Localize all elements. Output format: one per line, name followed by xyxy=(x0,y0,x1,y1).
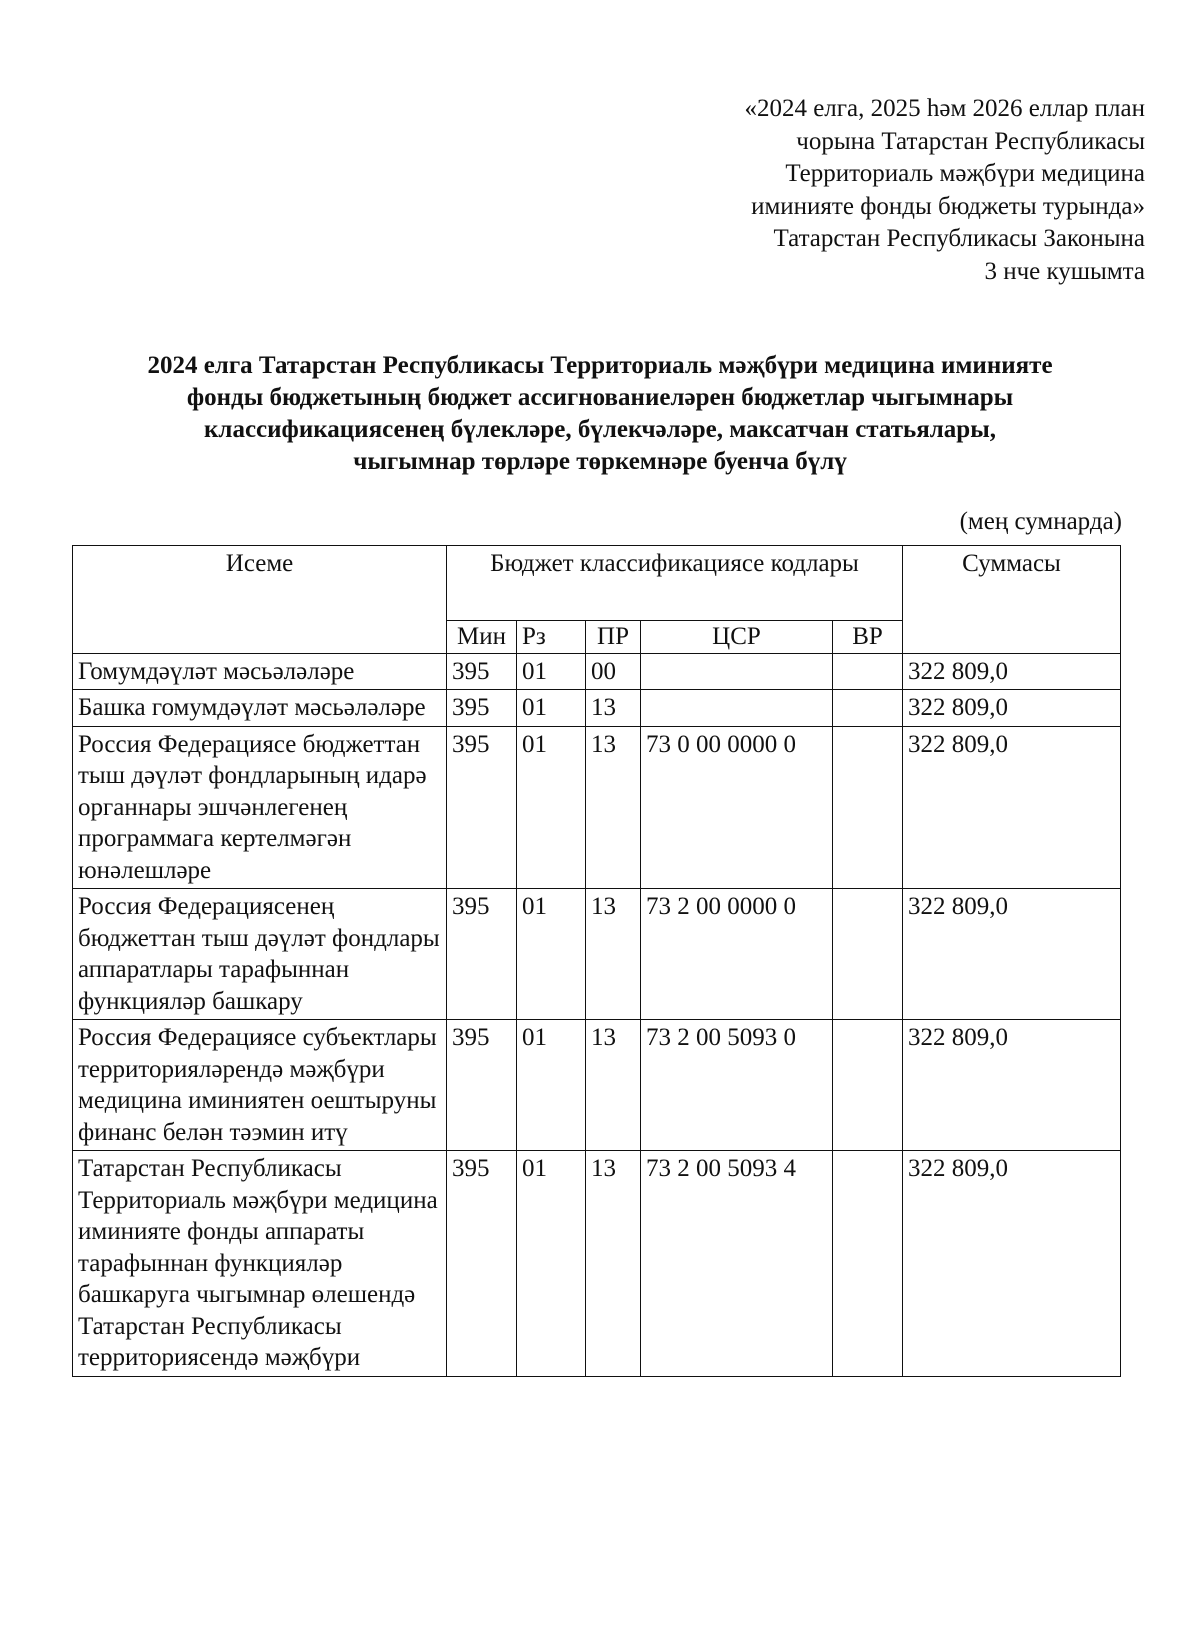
title-line: классификациясенең бүлекләре, бүлекчәләре, максатчан статьялары, xyxy=(204,416,996,443)
row-min: 395 xyxy=(447,889,517,1020)
row-sum: 322 809,0 xyxy=(903,1151,1121,1377)
row-min: 395 xyxy=(447,1151,517,1377)
unit-note: (мең сумнарда) xyxy=(959,508,1122,535)
row-vr xyxy=(833,1151,903,1377)
row-rz: 01 xyxy=(517,690,586,727)
row-vr xyxy=(833,1020,903,1151)
row-name: Россия Федерациясе субъектлары территорияләрендә мәҗбүри медицина иминиятен оештыруны финанс белән тәэмин итү xyxy=(73,1020,447,1151)
header-rz: Рз xyxy=(517,621,586,654)
row-vr xyxy=(833,889,903,1020)
row-name: Башка гомумдәүләт мәсьәләләре xyxy=(73,690,447,727)
row-csr xyxy=(641,653,833,690)
header-pr: ПР xyxy=(586,621,641,654)
row-rz: 01 xyxy=(517,726,586,889)
title-line: чыгымнар төрләре төркемнәре буенча бүлү xyxy=(353,448,847,475)
title-line: фонды бюджетының бюджет ассигнованиеләрен бюджетлар чыгымнары xyxy=(186,384,1014,411)
table-row xyxy=(73,889,1121,1020)
appendix-reference xyxy=(744,93,1145,288)
appendix-line: Татарстан Республикасы Законына xyxy=(773,225,1145,252)
row-pr: 13 xyxy=(586,1020,641,1151)
row-sum: 322 809,0 xyxy=(903,690,1121,727)
title-line: 2024 елга Татарстан Республикасы Территориаль мәҗбүри медицина иминияте xyxy=(147,352,1053,379)
row-min: 395 xyxy=(447,726,517,889)
table-row xyxy=(73,1151,1121,1377)
row-sum: 322 809,0 xyxy=(903,726,1121,889)
row-sum: 322 809,0 xyxy=(903,653,1121,690)
row-pr: 13 xyxy=(586,726,641,889)
header-codes-group: Бюджет классификациясе кодлары xyxy=(447,546,903,621)
row-name: Татарстан Республикасы Территориаль мәҗбүри медицина иминияте фонды аппараты тарафыннан функцияләр башкаруга чыгымнар өлешендә Татарстан Республикасы территориясендә мәҗбүри xyxy=(73,1151,447,1377)
row-name: Россия Федерациясенең бюджеттан тыш дәүләт фондлары аппаратлары тарафыннан функцияләр башкару xyxy=(73,889,447,1020)
row-rz: 01 xyxy=(517,1020,586,1151)
row-name: Россия Федерациясе бюджеттан тыш дәүләт фондларының идарә органнары эшчәнлегенең программага кертелмәгән юнәлешләре xyxy=(73,726,447,889)
row-csr: 73 2 00 5093 0 xyxy=(641,1020,833,1151)
appendix-line: чорына Татарстан Республикасы xyxy=(796,127,1145,155)
appendix-line: Территориаль мәҗбүри медицина xyxy=(785,160,1145,187)
header-csr: ЦСР xyxy=(641,621,833,654)
row-csr: 73 2 00 5093 4 xyxy=(641,1151,833,1377)
appendix-line: иминияте фонды бюджеты турында» xyxy=(751,192,1145,220)
budget-table xyxy=(72,545,1121,1377)
table-row xyxy=(73,690,1121,727)
row-pr: 13 xyxy=(586,690,641,727)
row-csr: 73 2 00 0000 0 xyxy=(641,889,833,1020)
appendix-line: «2024 елга, 2025 һәм 2026 еллар план xyxy=(744,95,1145,122)
row-min: 395 xyxy=(447,653,517,690)
row-min: 395 xyxy=(447,690,517,727)
header-min: Мин xyxy=(447,621,517,654)
row-pr: 00 xyxy=(586,653,641,690)
document-title xyxy=(60,350,1140,478)
table-row xyxy=(73,653,1121,690)
row-pr: 13 xyxy=(586,1151,641,1377)
row-sum: 322 809,0 xyxy=(903,1020,1121,1151)
row-vr xyxy=(833,653,903,690)
row-rz: 01 xyxy=(517,1151,586,1377)
row-csr: 73 0 00 0000 0 xyxy=(641,726,833,889)
header-vr: ВР xyxy=(833,621,903,654)
row-vr xyxy=(833,690,903,727)
table-row xyxy=(73,726,1121,889)
row-pr: 13 xyxy=(586,889,641,1020)
table-row xyxy=(73,1020,1121,1151)
header-row xyxy=(73,546,1121,621)
row-rz: 01 xyxy=(517,653,586,690)
header-sum: Суммасы xyxy=(903,546,1121,654)
row-rz: 01 xyxy=(517,889,586,1020)
row-csr xyxy=(641,690,833,727)
row-sum: 322 809,0 xyxy=(903,889,1121,1020)
header-name: Исеме xyxy=(73,546,447,654)
row-vr xyxy=(833,726,903,889)
appendix-line: 3 нче кушымта xyxy=(984,257,1145,285)
row-name: Гомумдәүләт мәсьәләләре xyxy=(73,653,447,690)
row-min: 395 xyxy=(447,1020,517,1151)
